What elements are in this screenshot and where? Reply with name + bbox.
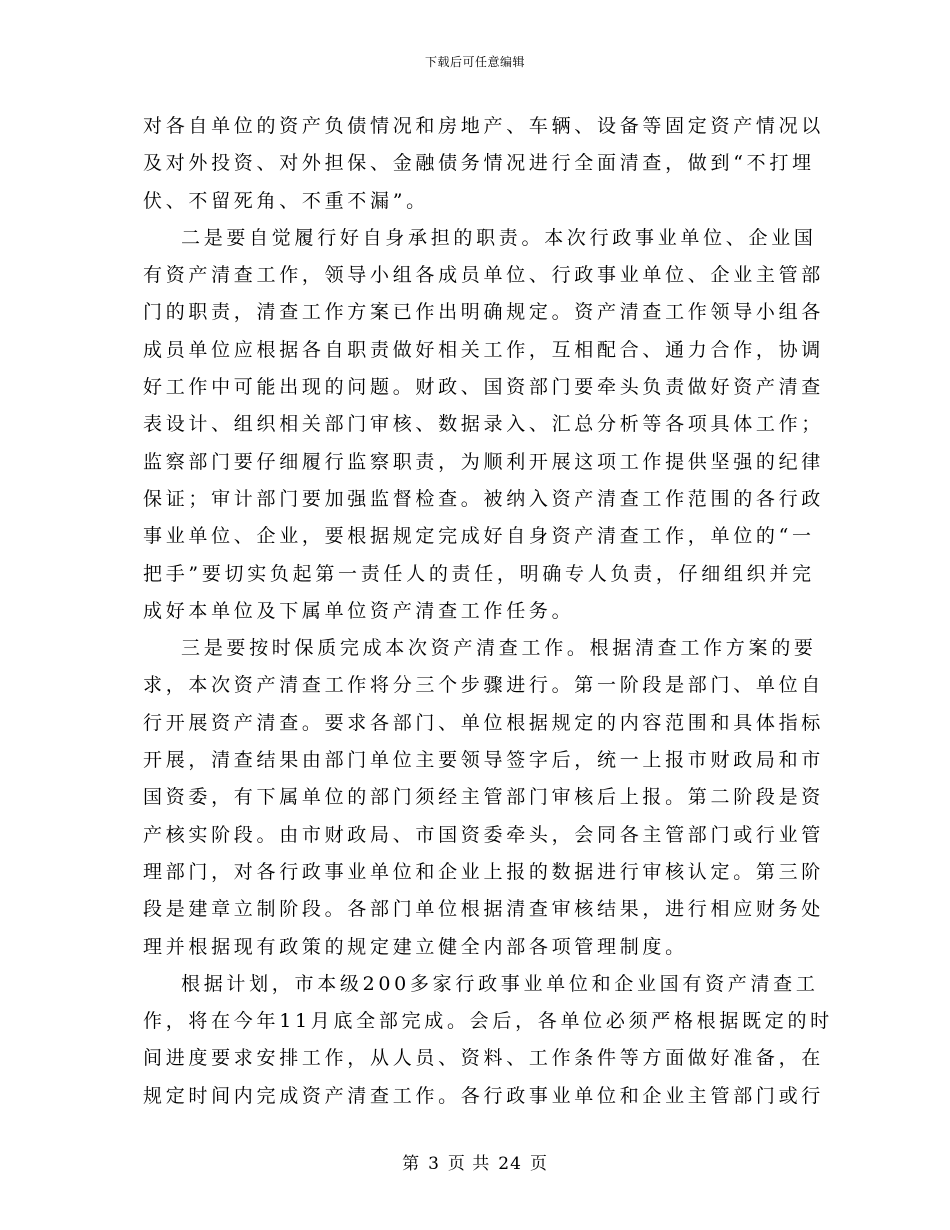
- current-page-number: 3: [428, 1154, 440, 1174]
- page-header: 下载后可任意编辑: [424, 55, 525, 69]
- text-line: 理部门，对各行政事业单位和企业上报的数据进行审核认定。第三阶: [143, 860, 825, 883]
- text-line: 开展，清查结果由部门单位主要领导签字后，统一上报市财政局和市: [143, 749, 825, 772]
- text-line: 作，将在今年11月底全部完成。会后，各单位必须严格根据既定的时: [143, 1010, 833, 1033]
- page-number-footer: [0, 1153, 950, 1175]
- text-line: 国资委，有下属单位的部门须经主管部门审核后上报。第二阶段是资: [143, 786, 825, 809]
- text-line: 门的职责，清查工作方案已作出明确规定。资产清查工作领导小组各: [143, 301, 825, 324]
- text-line: 成员单位应根据各自职责做好相关工作，互相配合、通力合作，协调: [143, 338, 825, 361]
- text-line: 及对外投资、对外担保、金融债务情况进行全面清查，做到“不打埋: [143, 152, 815, 175]
- text-line: 有资产清查工作，领导小组各成员单位、行政事业单位、企业主管部: [143, 264, 825, 287]
- text-line: 理并根据现有政策的规定建立健全内部各项管理制度。: [143, 935, 688, 958]
- text-line: 保证；审计部门要加强监督检查。被纳入资产清查工作范围的各行政: [143, 487, 825, 510]
- body-text: [143, 108, 833, 1115]
- text-line: 事业单位、企业，要根据规定完成好自身资产清查工作，单位的“一: [143, 525, 815, 548]
- text-line: 段是建章立制阶段。各部门单位根据清查审核结果，进行相应财务处: [143, 898, 825, 921]
- text-line: 规定时间内完成资产清查工作。各行政事业单位和企业主管部门或行: [143, 1084, 825, 1107]
- text-line: 求，本次资产清查工作将分三个步骤进行。第一阶段是部门、单位自: [143, 674, 825, 697]
- paragraph-start-line: 三是要按时保质完成本次资产清查工作。根据清查工作方案的要: [181, 637, 817, 660]
- text-line: 伏、不留死角、不重不漏”。: [143, 189, 429, 212]
- footer-middle: 页 共: [447, 1154, 491, 1174]
- text-line: 行开展资产清查。要求各部门、单位根据规定的内容范围和具体指标: [143, 711, 825, 734]
- text-line: 成好本单位及下属单位资产清查工作任务。: [143, 599, 575, 622]
- paragraph-start-line: 二是要自觉履行好自身承担的职责。本次行政事业单位、企业国: [181, 226, 817, 249]
- text-line: 对各自单位的资产负债情况和房地产、车辆、设备等固定资产情况以: [143, 115, 825, 137]
- text-line: 好工作中可能出现的问题。财政、国资部门要牵头负责做好资产清查: [143, 376, 825, 399]
- text-line: 表设计、组织相关部门审核、数据录入、汇总分析等各项具体工作；: [143, 413, 825, 436]
- total-page-count: 24: [498, 1154, 522, 1174]
- footer-prefix: 第: [402, 1154, 421, 1174]
- text-line: 把手”要切实负起第一责任人的责任，明确专人负责，仔细组织并完: [143, 562, 815, 585]
- paragraph-start-line: 根据计划，市本级200多家行政事业单位和企业国有资产清查工: [181, 972, 819, 995]
- text-line: 间进度要求安排工作，从人员、资料、工作条件等方面做好准备，在: [143, 1047, 825, 1070]
- footer-suffix: 页: [529, 1154, 548, 1174]
- text-line: 产核实阶段。由市财政局、市国资委牵头，会同各主管部门或行业管: [143, 823, 825, 846]
- text-line: 监察部门要仔细履行监察职责，为顺利开展这项工作提供坚强的纪律: [143, 450, 825, 473]
